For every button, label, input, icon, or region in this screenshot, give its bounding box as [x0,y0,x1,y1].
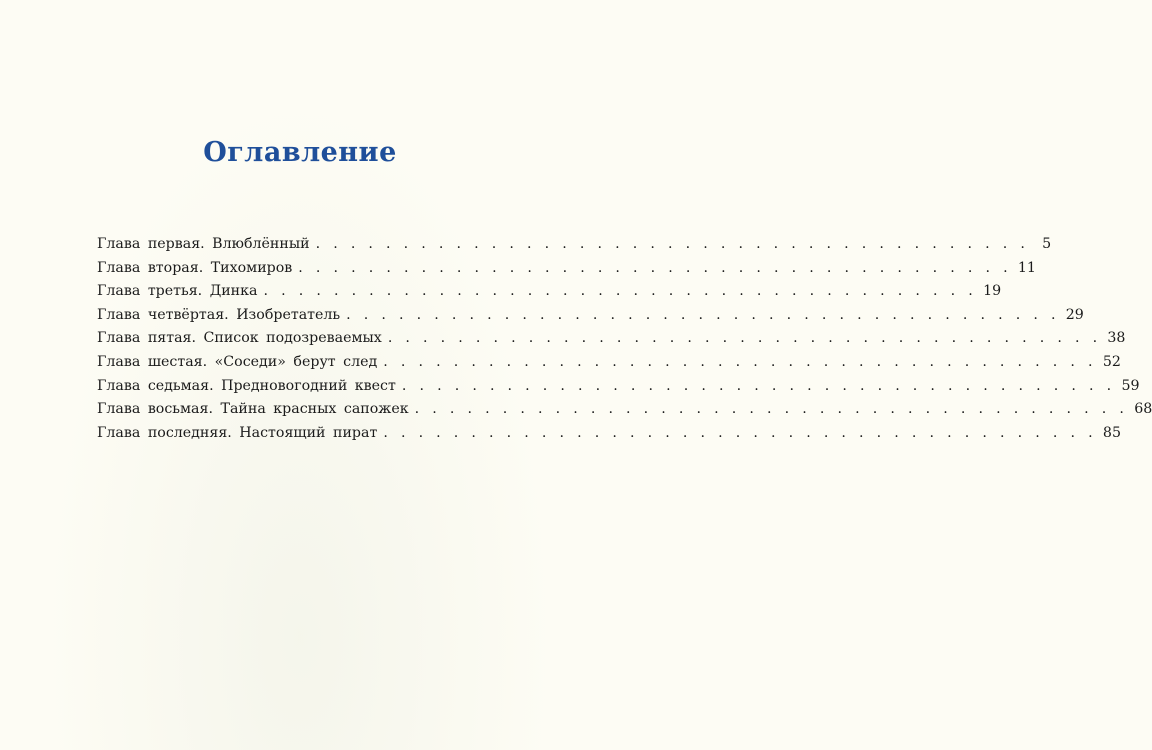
dot-leader: . . . . . . . . . . . . . . . . . . . . . . . . . . . . . . . . . . . . . . . . . [383,424,1097,441]
toc-entry-label: Глава третья. Динка [97,283,258,300]
dot-leader: . . . . . . . . . . . . . . . . . . . . . . . . . . . . . . . . . . . . . . . . . [383,353,1097,370]
toc-entry-9 [97,424,1121,449]
toc-entry-page: 38 [1107,330,1126,347]
toc-entry-6 [97,353,1121,378]
dot-leader: . . . . . . . . . . . . . . . . . . . . . . . . . . . . . . . . . . . . . . . . . [315,236,1030,252]
toc-entry-label: Глава вторая. Тихомиров [97,259,293,276]
toc-entry-8 [97,401,1152,425]
toc-entry-label: Глава седьмая. Предновогодний квест [97,377,396,394]
dot-leader: . . . . . . . . . . . . . . . . . . . . . . . . . . . . . . . . . . . . . . . . . [387,330,1102,347]
dot-leader: . . . . . . . . . . . . . . . . . . . . . . . . . . . . . . . . . . . . . . . . . [401,377,1116,394]
toc-entry-label: Глава четвёртая. Изобретатель [97,306,341,323]
toc-list [97,236,1152,448]
toc-entry-5 [97,330,1126,354]
toc-entry-label: Глава шестая. «Соседи» берут след [97,353,378,370]
toc-entry-page: 85 [1102,424,1121,441]
toc-entry-7 [97,377,1140,402]
toc-entry-label: Глава последняя. Настоящий пират [97,424,378,441]
toc-entry-page: 19 [983,283,1002,300]
dot-leader: . . . . . . . . . . . . . . . . . . . . . . . . . . . . . . . . . . . . . . . . . [414,401,1129,418]
dot-leader: . . . . . . . . . . . . . . . . . . . . . . . . . . . . . . . . . . . . . . . . . [346,306,1060,323]
toc-entry-page: 5 [1042,236,1052,252]
dot-leader: . . . . . . . . . . . . . . . . . . . . . . . . . . . . . . . . . . . . . . . . . [298,259,1012,276]
toc-entry-page: 52 [1102,353,1121,370]
toc-entry-label: Глава пятая. Список подозреваемых [97,330,382,347]
toc-entry-2 [97,259,1036,284]
toc-entry-page: 29 [1065,306,1084,323]
toc-entry-4 [97,306,1084,331]
toc-entry-page: 68 [1134,401,1152,418]
toc-entry-label: Глава восьмая. Тайна красных сапожек [97,401,409,418]
toc-entry-page: 59 [1121,377,1140,394]
dot-leader: . . . . . . . . . . . . . . . . . . . . . . . . . . . . . . . . . . . . . . . . . [263,283,978,300]
toc-entry-page: 11 [1017,259,1036,276]
toc-entry-1 [97,236,1052,260]
toc-entry-label: Глава первая. Влюблённый [97,236,310,252]
toc-title: Оглавление [203,137,397,168]
toc-entry-3 [97,283,1002,307]
